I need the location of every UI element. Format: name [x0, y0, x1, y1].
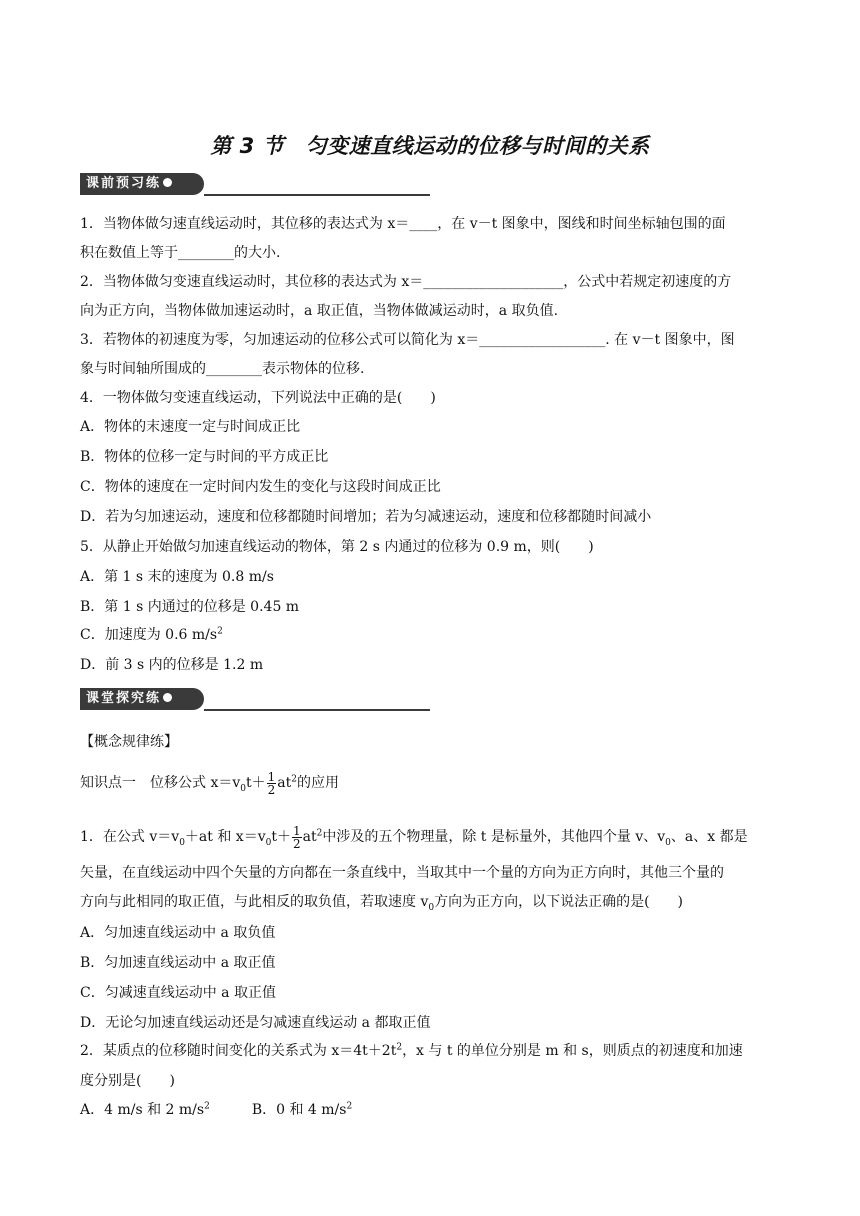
- question-5-option-a: A．第 1 s 末的速度为 0.8 m/s: [80, 569, 274, 585]
- question-3-line-2: 象与时间轴所围成的________表示物体的位移.: [80, 361, 365, 377]
- question-4-option-b: B．物体的位移一定与时间的平方成正比: [80, 449, 329, 465]
- section-tag: [80, 173, 204, 195]
- superscript: 2: [217, 626, 223, 637]
- question-1-line-2: 积在数值上等于________的大小.: [80, 245, 281, 261]
- question-5-option-c: [80, 626, 780, 644]
- subscript: 0: [428, 902, 435, 913]
- denominator: 2: [267, 782, 276, 797]
- bullet-dot-icon: [163, 178, 172, 187]
- text: at: [277, 775, 292, 791]
- text: 2．某质点的位移随时间变化的关系式为 x＝4t＋2t: [80, 1043, 397, 1059]
- class-question-1-option-c: C．匀减速直线运动中 a 取正值: [80, 985, 276, 1001]
- question-5-option-b: B．第 1 s 内通过的位移是 0.45 m: [80, 599, 300, 615]
- knowledge-point-1: [80, 768, 780, 798]
- superscript: 2: [316, 828, 323, 839]
- section-header-classroom: [80, 688, 430, 712]
- question-4-option-c: C．物体的速度在一定时间内发生的变化与这段时间成正比: [80, 479, 441, 495]
- question-2-line-1: 2．当物体做匀变速直线运动时，其位移的表达式为 x＝____________________，公式中若规定初速度的方: [80, 274, 732, 290]
- class-question-2-line-1: [80, 1042, 780, 1060]
- question-2-line-2: 向为正方向，当物体做加速运动时，a 取正值，当物体做减运动时，a 取负值.: [80, 303, 559, 319]
- class-question-1-line-3: [80, 893, 780, 911]
- question-1-line-1: 1．当物体做匀速直线运动时，其位移的表达式为 x＝____，在 v－t 图象中，图线和时间坐标轴包围的面: [80, 216, 726, 232]
- denominator: 2: [292, 836, 301, 851]
- option-text: C．加速度为 0.6 m/s: [80, 627, 218, 643]
- fraction: [267, 771, 277, 796]
- bullet-dot-icon: [163, 693, 172, 702]
- numerator: 1: [267, 769, 276, 784]
- question-4-stem: 4．一物体做匀变速直线运动，下列说法中正确的是( ): [80, 390, 436, 406]
- text: t＋: [271, 829, 291, 845]
- text: ＋at 和 x＝v: [184, 829, 266, 845]
- text: 1．在公式 v＝v: [80, 829, 180, 845]
- text: 中涉及的五个物理量，除 t 是标量外，其他四个量 v、v: [322, 829, 666, 845]
- question-3-line-1: 3．若物体的初速度为零，匀加速运动的位移公式可以简化为 x＝__________________. 在 v－t 图象中，图: [80, 332, 735, 348]
- text: 、a、x 都是: [670, 829, 748, 845]
- class-question-2-line-2: 度分别是( ): [80, 1073, 175, 1089]
- superscript: 2: [346, 1101, 353, 1112]
- text: 的应用: [297, 775, 339, 791]
- subscript: 0: [665, 837, 671, 848]
- text: at: [302, 829, 317, 845]
- section-label: 课前预习练: [86, 176, 162, 191]
- superscript: 2: [204, 1101, 210, 1112]
- section-header-preview: [80, 173, 430, 197]
- text: 方向为正方向，以下说法正确的是( ): [434, 894, 684, 910]
- page-title: 第 3 节 匀变速直线运动的位移与时间的关系: [210, 134, 650, 158]
- text: 方向与此相同的取正值，与此相反的取负值，若取速度 v: [80, 894, 429, 910]
- subscript: 0: [179, 837, 185, 848]
- subscript: 0: [265, 837, 272, 848]
- section-rule: [204, 194, 430, 196]
- superscript: 2: [396, 1042, 403, 1053]
- numerator: 1: [292, 823, 301, 838]
- text: ，x 与 t 的单位分别是 m 和 s，则质点的初速度和加速: [402, 1043, 743, 1059]
- class-question-2-options: [80, 1101, 780, 1119]
- class-question-1-option-d: D．无论匀加速直线运动还是匀减速直线运动 a 都取正值: [80, 1015, 431, 1031]
- option-a-text: A．4 m/s 和 2 m/s: [80, 1102, 205, 1118]
- section-rule: [204, 709, 430, 711]
- text: 知识点一 位移公式 x＝v: [80, 775, 241, 791]
- subsection-heading: 【概念规律练】: [80, 734, 178, 750]
- class-question-1-line-2: 矢量，在直线运动中四个矢量的方向都在一条直线中，当取其中一个量的方向为正方向时，其他三个量的: [80, 865, 724, 881]
- option-b-text: B．0 和 4 m/s: [251, 1102, 347, 1118]
- fraction: [292, 825, 302, 850]
- class-question-1-line-1: [80, 822, 780, 852]
- section-tag: [80, 688, 204, 710]
- superscript: 2: [291, 774, 297, 785]
- class-question-1-option-b: B．匀加速直线运动中 a 取正值: [80, 955, 276, 971]
- class-question-1-option-a: A．匀加速直线运动中 a 取负值: [80, 925, 276, 941]
- question-5-option-d: D．前 3 s 内的位移是 1.2 m: [80, 657, 264, 673]
- subscript: 0: [240, 783, 246, 794]
- text: t＋: [246, 775, 266, 791]
- question-5-stem: 5．从静止开始做匀加速直线运动的物体，第 2 s 内通过的位移为 0.9 m，则( ): [80, 539, 594, 555]
- question-4-option-a: A．物体的末速度一定与时间成正比: [80, 419, 301, 435]
- question-4-option-d: D．若为匀加速运动，速度和位移都随时间增加；若为匀减速运动，速度和位移都随时间减小: [80, 509, 652, 525]
- section-label: 课堂探究练: [86, 691, 162, 706]
